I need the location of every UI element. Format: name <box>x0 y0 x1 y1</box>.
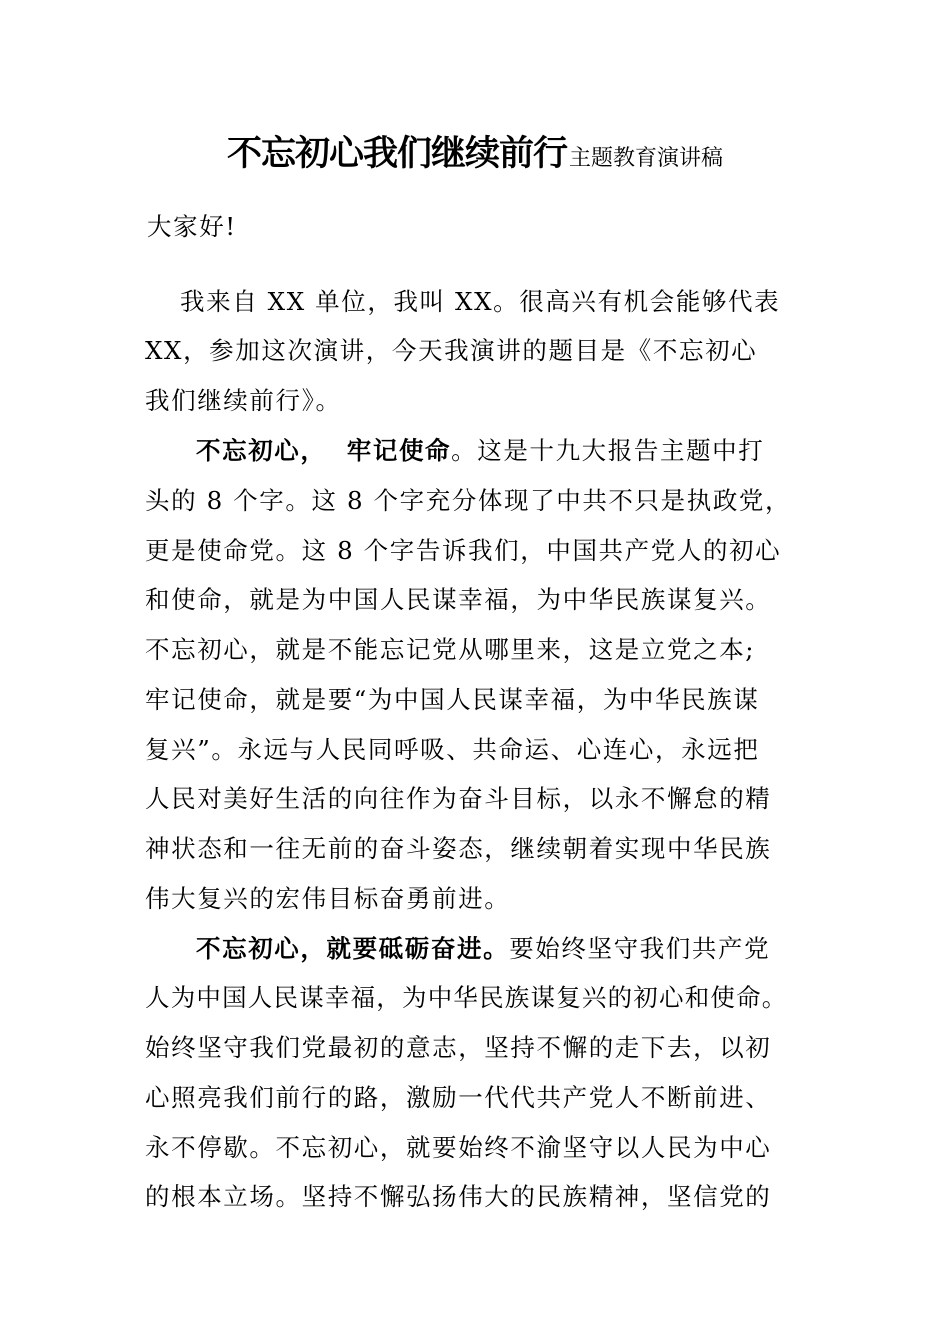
bold-heading: 不忘初心，就要砥砺奋进。 <box>196 934 510 963</box>
body-line: XX，参加这次演讲，今天我演讲的题目是《不忘初心 <box>145 336 758 365</box>
body-line: 和使命，就是为中国人民谋幸福，为中华民族谋复兴。 <box>145 585 772 614</box>
body-line: 我们继续前行》。 <box>145 386 342 415</box>
body-line: 人为中国人民谋幸福，为中华民族谋复兴的初心和使命。 <box>145 983 788 1012</box>
body-line: 永不停歇。不忘初心，就要始终不渝坚守以人民为中心 <box>145 1133 772 1162</box>
body-line: 伟大复兴的宏伟目标奋勇前进。 <box>145 884 511 913</box>
body-line: 不忘初心，就要砥砺奋进。要始终坚守我们共产党 <box>196 934 771 963</box>
body-line: 不忘初心，就是不能忘记党从哪里来，这是立党之本; <box>145 635 756 664</box>
body-line: 牢记使命，就是要“为中国人民谋幸福，为中华民族谋 <box>145 685 760 714</box>
body-line: 我来自 XX 单位，我叫 XX。很高兴有机会能够代表 <box>180 287 781 316</box>
body-line: 更是使命党。这 8 个字告诉我们，中国共产党人的初心 <box>145 536 782 565</box>
body-line: 心照亮我们前行的路，激励一代代共产党人不断前进、 <box>145 1083 772 1112</box>
body-line: 神状态和一往无前的奋斗姿态，继续朝着实现中华民族 <box>145 834 772 863</box>
title-main: 不忘初心我们继续前行 <box>226 133 567 174</box>
title-subtitle: 主题教育演讲稿 <box>569 146 724 171</box>
document-title <box>0 126 950 176</box>
body-line: 大家好! <box>147 212 237 241</box>
body-line: 始终坚守我们党最初的意志，坚持不懈的走下去，以初 <box>145 1033 772 1062</box>
body-line: 复兴”。永远与人民同呼吸、共命运、心连心，永远把 <box>145 735 760 764</box>
body-line: 的根本立场。坚持不懈弘扬伟大的民族精神，坚信党的 <box>145 1182 772 1211</box>
bold-heading: 不忘初心， 牢记使命 <box>196 436 452 465</box>
body-line: 人民对美好生活的向往作为奋斗目标，以永不懈怠的精 <box>145 784 772 813</box>
body-line: 头的 8 个字。这 8 个字充分体现了中共不只是执政党， <box>145 486 792 515</box>
body-line: 不忘初心， 牢记使命。这是十九大报告主题中打 <box>196 436 765 465</box>
